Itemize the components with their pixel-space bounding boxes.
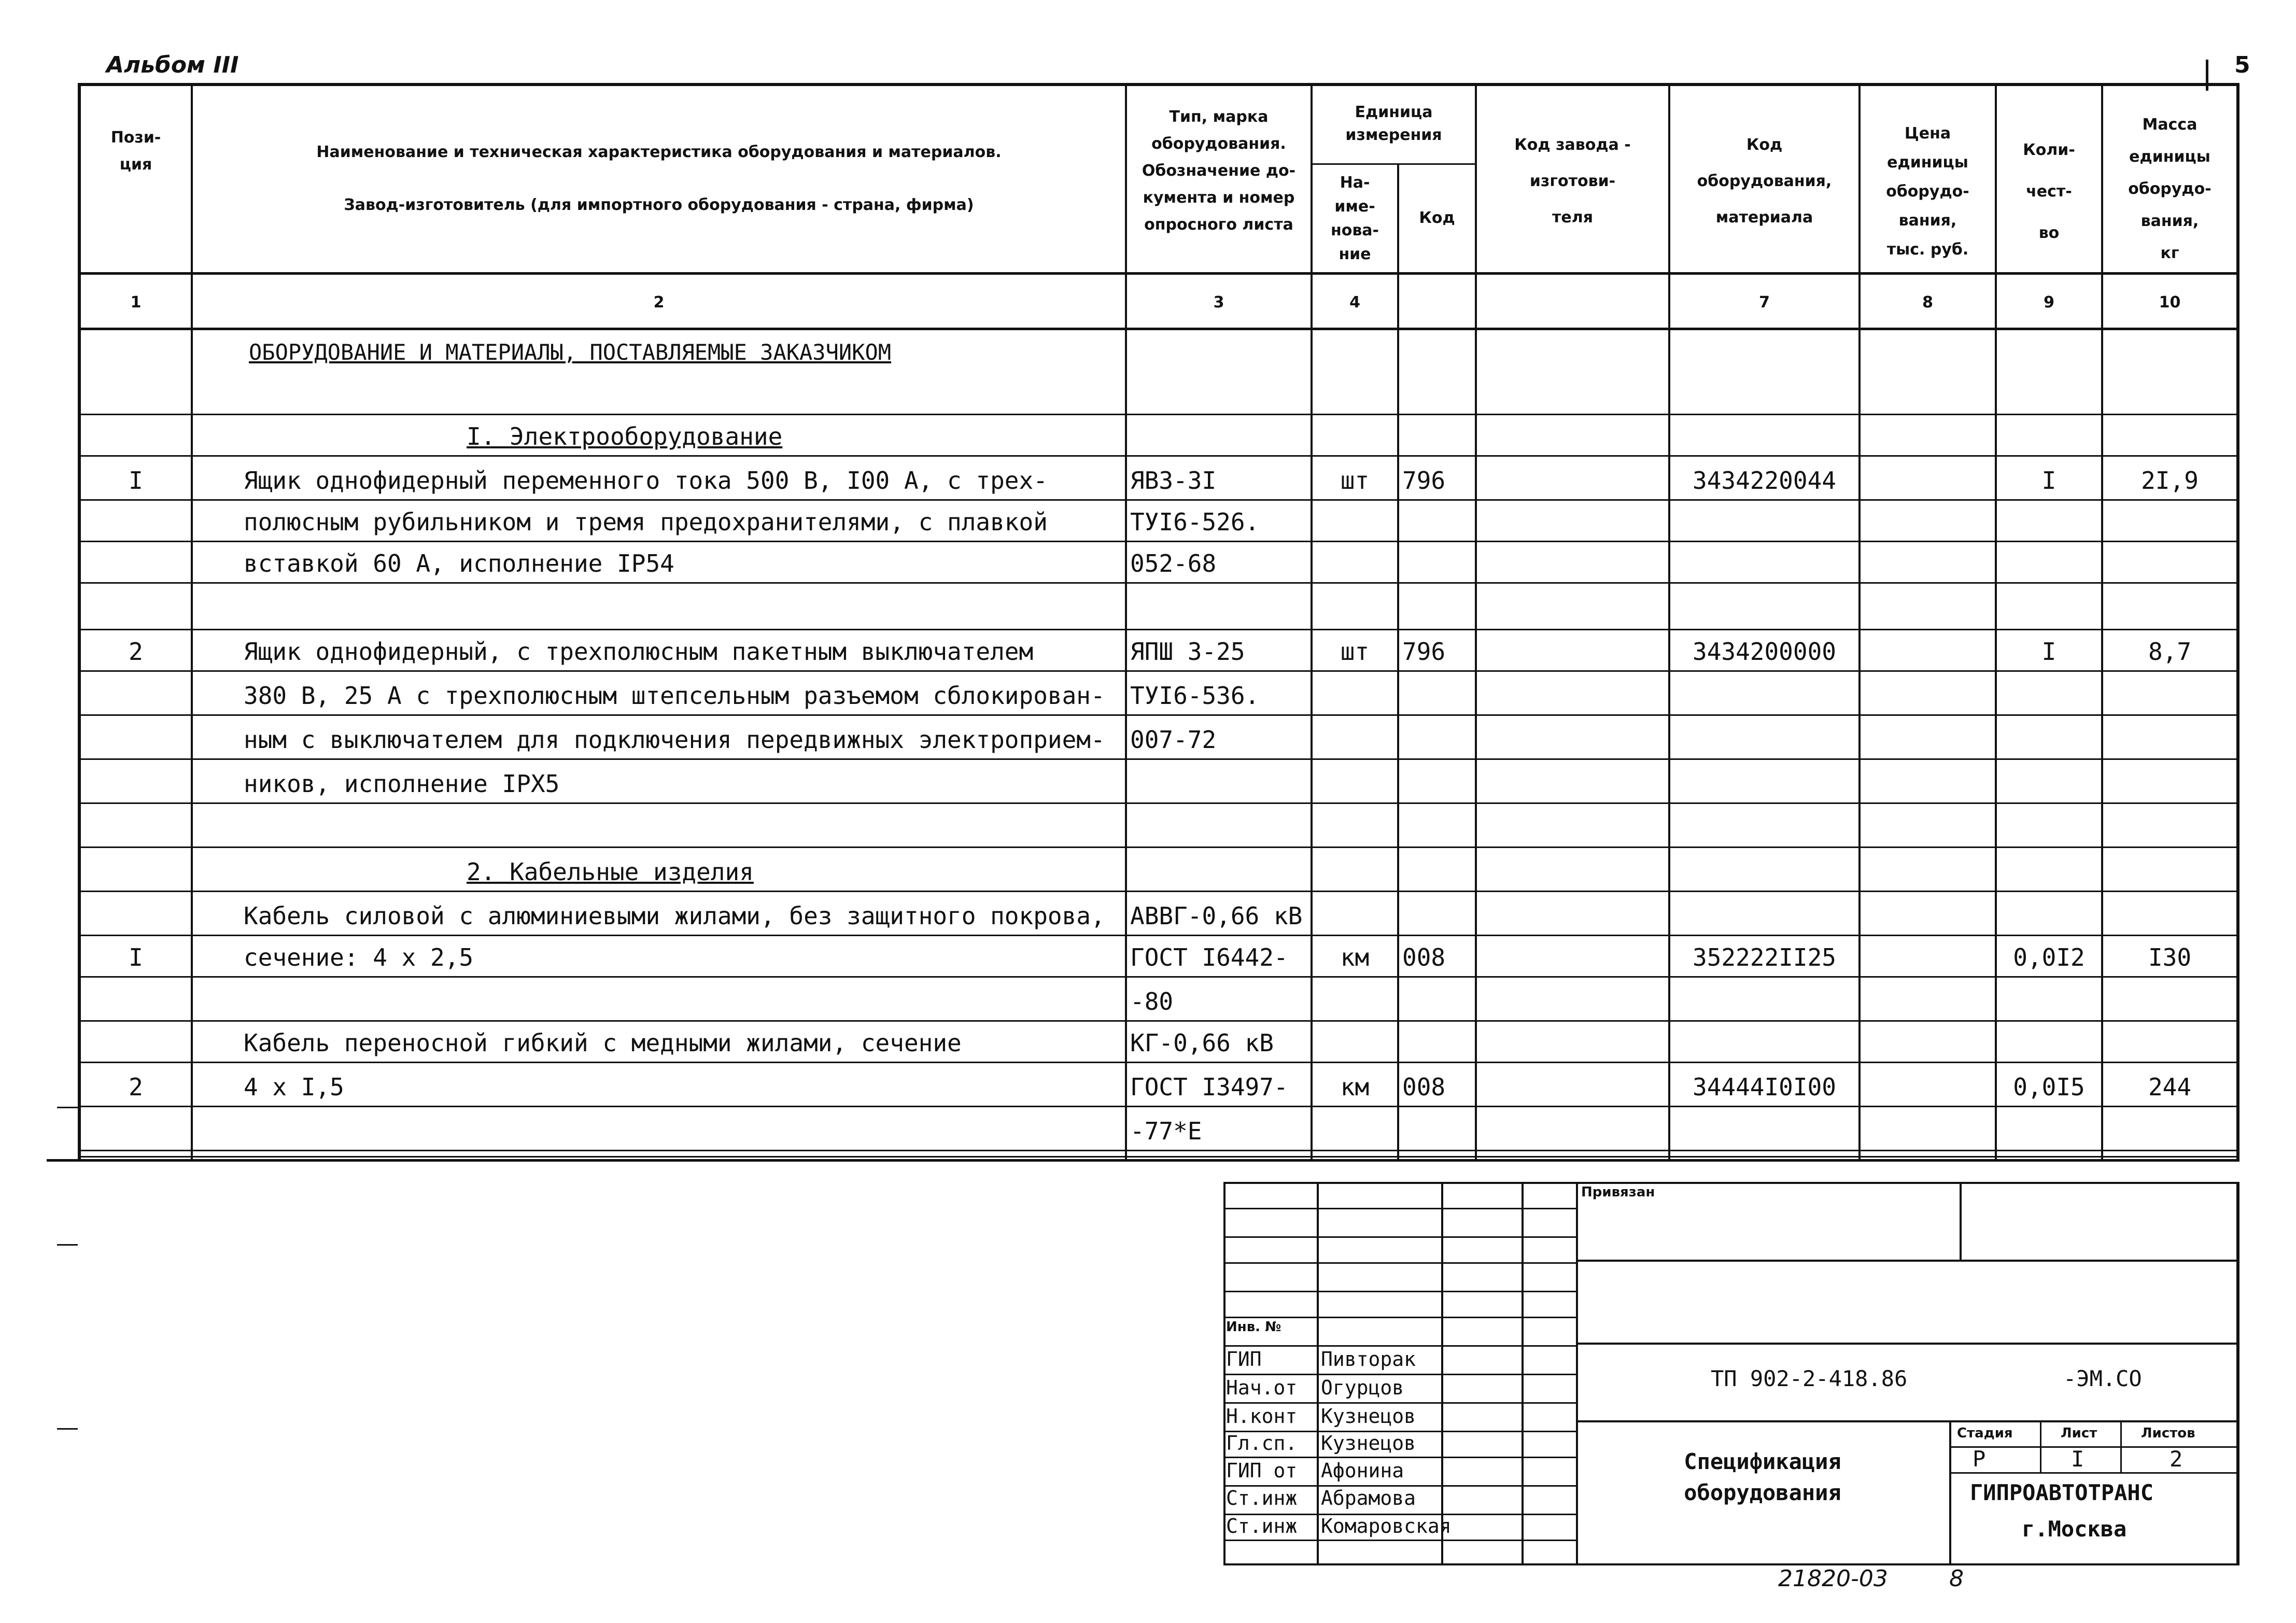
header-unit-code: Код: [1419, 209, 1455, 227]
table-cell-eq: 3434220044: [1693, 467, 1836, 495]
row-divider: [78, 1020, 2239, 1022]
table-cell-code: 796: [1402, 638, 1446, 666]
section-title: ОБОРУДОВАНИЕ И МАТЕРИАЛЫ, ПОСТАВЛЯЕМЫЕ ЗАКАЗЧИКОМ: [249, 340, 892, 365]
table-cell-eq: 352222II25: [1693, 943, 1836, 971]
album-label: Альбом III: [106, 52, 239, 78]
table-cell-name: 380 В, 25 А с трехполюсным штепсельным разъемом сблокирован-: [244, 682, 1105, 710]
row-divider: [78, 455, 2239, 457]
header-unit-name: На- име- нова- ние: [1330, 174, 1379, 263]
row-divider: [78, 499, 2239, 501]
table-cell-name: ным с выключателем для подключения передвижных электроприем-: [244, 726, 1105, 754]
table-cell-code: 008: [1402, 943, 1446, 971]
header-price: Цена единицы оборудо- вания, тыс. руб.: [1886, 124, 1969, 259]
header-unit-group: Единица измерения: [1345, 103, 1442, 144]
table-cell-unit: км: [1340, 943, 1370, 971]
header-manufacturer: Завод-изготовитель (для импортного оборудования - страна, фирма): [344, 196, 974, 214]
row-divider: [78, 976, 2239, 978]
sheets-label: Листов: [2141, 1426, 2195, 1441]
sheets-value: 2: [2170, 1446, 2183, 1472]
signature-name: Абрамова: [1321, 1487, 1416, 1509]
table-cell-type: -80: [1130, 987, 1174, 1015]
document-title: Спецификация оборудования: [1684, 1449, 1841, 1505]
col-number-4: 4: [1349, 293, 1360, 312]
row-divider: [78, 846, 2239, 848]
signature-role: Нач.от: [1226, 1376, 1298, 1399]
table-cell-code: 008: [1402, 1073, 1446, 1101]
row-divider: [78, 891, 2239, 892]
table-cell-type: ТУI6-536.: [1130, 682, 1260, 710]
organization: ГИПРОАВТОТРАНС: [1970, 1480, 2154, 1505]
table-cell-name: Ящик однофидерный переменного тока 500 В, I00 А, с трех-: [244, 467, 1048, 495]
table-cell-mass: 244: [2148, 1073, 2192, 1101]
table-cell-qty: 0,0I2: [2013, 943, 2085, 971]
stage-label: Стадия: [1957, 1426, 2013, 1441]
signature-name: Комаровская: [1321, 1515, 1452, 1537]
col-number-10: 10: [2159, 293, 2181, 312]
table-cell-name: 4 x I,5: [244, 1073, 344, 1101]
signature-name: Пивторак: [1321, 1348, 1416, 1371]
table-cell-pos: I: [129, 467, 143, 495]
table-cell-unit: шт: [1340, 638, 1370, 666]
table-cell-name: сечение: 4 x 2,5: [244, 943, 474, 971]
signature-name: Огурцов: [1321, 1376, 1404, 1399]
col-number-7: 7: [1759, 293, 1770, 312]
table-cell-type: -77*Е: [1130, 1117, 1202, 1145]
table-cell-name: полюсным рубильником и тремя предохранителями, с плавкой: [244, 508, 1048, 536]
signature-role: Н.конт: [1226, 1405, 1298, 1428]
table-cell-pos: 2: [129, 1073, 143, 1101]
table-cell-name: ников, исполнение IPX5: [244, 770, 560, 798]
header-name: Наименование и техническая характеристика оборудования и материалов.: [316, 143, 1002, 161]
row-divider: [78, 582, 2239, 584]
table-cell-type: 007-72: [1130, 726, 1217, 754]
row-divider: [78, 1150, 2239, 1151]
header-position: Пози- ция: [110, 129, 161, 174]
sheet-value: I: [2071, 1446, 2084, 1472]
sheet-label: Лист: [2061, 1426, 2097, 1441]
col-number-3: 3: [1213, 293, 1224, 312]
document-code: ТП 902-2-418.86: [1711, 1366, 1908, 1391]
table-cell-type: ГОСТ I6442-: [1130, 943, 1288, 971]
col-number-2: 2: [653, 293, 665, 312]
signature-name: Кузнецов: [1321, 1405, 1416, 1428]
city: г.Москва: [2022, 1516, 2127, 1542]
header-mass: Масса единицы оборудо- вания, кг: [2128, 116, 2212, 262]
table-cell-qty: 0,0I5: [2013, 1073, 2085, 1101]
row-divider: [78, 758, 2239, 760]
footer-sheet: 8: [1949, 1565, 1964, 1592]
table-cell-code: 796: [1402, 467, 1446, 495]
table-cell-name: Кабель силовой с алюминиевыми жилами, без защитного покрова,: [244, 902, 1105, 930]
header-equipment-code: Код оборудования, материала: [1697, 136, 1832, 227]
header-type: Тип, марка оборудования. Обозначение до- кумента и номер опросного листа: [1142, 108, 1296, 234]
table-cell-name: I. Электрооборудование: [467, 422, 783, 450]
table-cell-qty: I: [2041, 467, 2056, 495]
footer-number: 21820-03: [1778, 1565, 1888, 1592]
signature-role: Гл.сп.: [1226, 1432, 1298, 1455]
table-cell-name: 2. Кабельные изделия: [467, 858, 754, 886]
row-divider: [78, 541, 2239, 542]
signature-name: Кузнецов: [1321, 1432, 1416, 1455]
table-cell-name: Ящик однофидерный, с трехполюсным пакетным выключателем: [244, 638, 1034, 666]
table-cell-mass: 8,7: [2148, 638, 2192, 666]
row-divider: [78, 1106, 2239, 1107]
row-divider: [78, 1062, 2239, 1063]
table-cell-type: ТУI6-526.: [1130, 508, 1260, 536]
row-divider: [78, 670, 2239, 672]
table-cell-eq: 34444I0I00: [1693, 1073, 1836, 1101]
signature-role: Ст.инж: [1226, 1487, 1298, 1509]
col-number-9: 9: [2044, 293, 2054, 312]
table-cell-pos: 2: [129, 638, 143, 666]
inventory-number-label: Инв. №: [1226, 1319, 1281, 1335]
stage-value: Р: [1973, 1446, 1986, 1472]
table-cell-type: 052-68: [1130, 549, 1217, 577]
table-cell-mass: 2I,9: [2141, 467, 2199, 495]
table-cell-qty: I: [2041, 638, 2056, 666]
row-divider: [78, 629, 2239, 630]
row-divider: [78, 935, 2239, 936]
signature-name: Афонина: [1321, 1459, 1404, 1482]
page-number: 5: [2234, 52, 2250, 78]
col-number-8: 8: [1922, 293, 1933, 312]
header-quantity: Коли- чест- во: [2023, 141, 2075, 242]
table-cell-unit: км: [1340, 1073, 1370, 1101]
table-cell-unit: шт: [1340, 467, 1370, 495]
table-cell-type: ЯВЗ-3I: [1130, 467, 1217, 495]
col-number-1: 1: [130, 293, 142, 312]
table-cell-type: ЯПШ 3-25: [1130, 638, 1245, 666]
document-suffix: -ЭМ.СО: [2063, 1366, 2142, 1391]
row-divider: [78, 802, 2239, 804]
table-cell-mass: I30: [2148, 943, 2192, 971]
signature-role: ГИП: [1226, 1348, 1262, 1371]
table-cell-type: АВВГ-0,66 кВ: [1130, 902, 1303, 930]
table-cell-type: КГ-0,66 кВ: [1130, 1029, 1274, 1057]
row-divider: [78, 414, 2239, 415]
row-divider: [78, 714, 2239, 716]
table-cell-name: вставкой 60 А, исполнение IP54: [244, 549, 674, 577]
table-cell-type: ГОСТ I3497-: [1130, 1073, 1288, 1101]
table-cell-eq: 3434200000: [1693, 638, 1836, 666]
header-plant-code: Код завода - изготови- теля: [1514, 136, 1631, 227]
signature-role: Ст.инж: [1226, 1515, 1298, 1537]
table-cell-pos: I: [129, 943, 143, 971]
privyazan-label: Привязан: [1581, 1184, 1655, 1200]
signature-role: ГИП от: [1226, 1459, 1298, 1482]
table-cell-name: Кабель переносной гибкий с медными жилами, сечение: [244, 1029, 962, 1057]
